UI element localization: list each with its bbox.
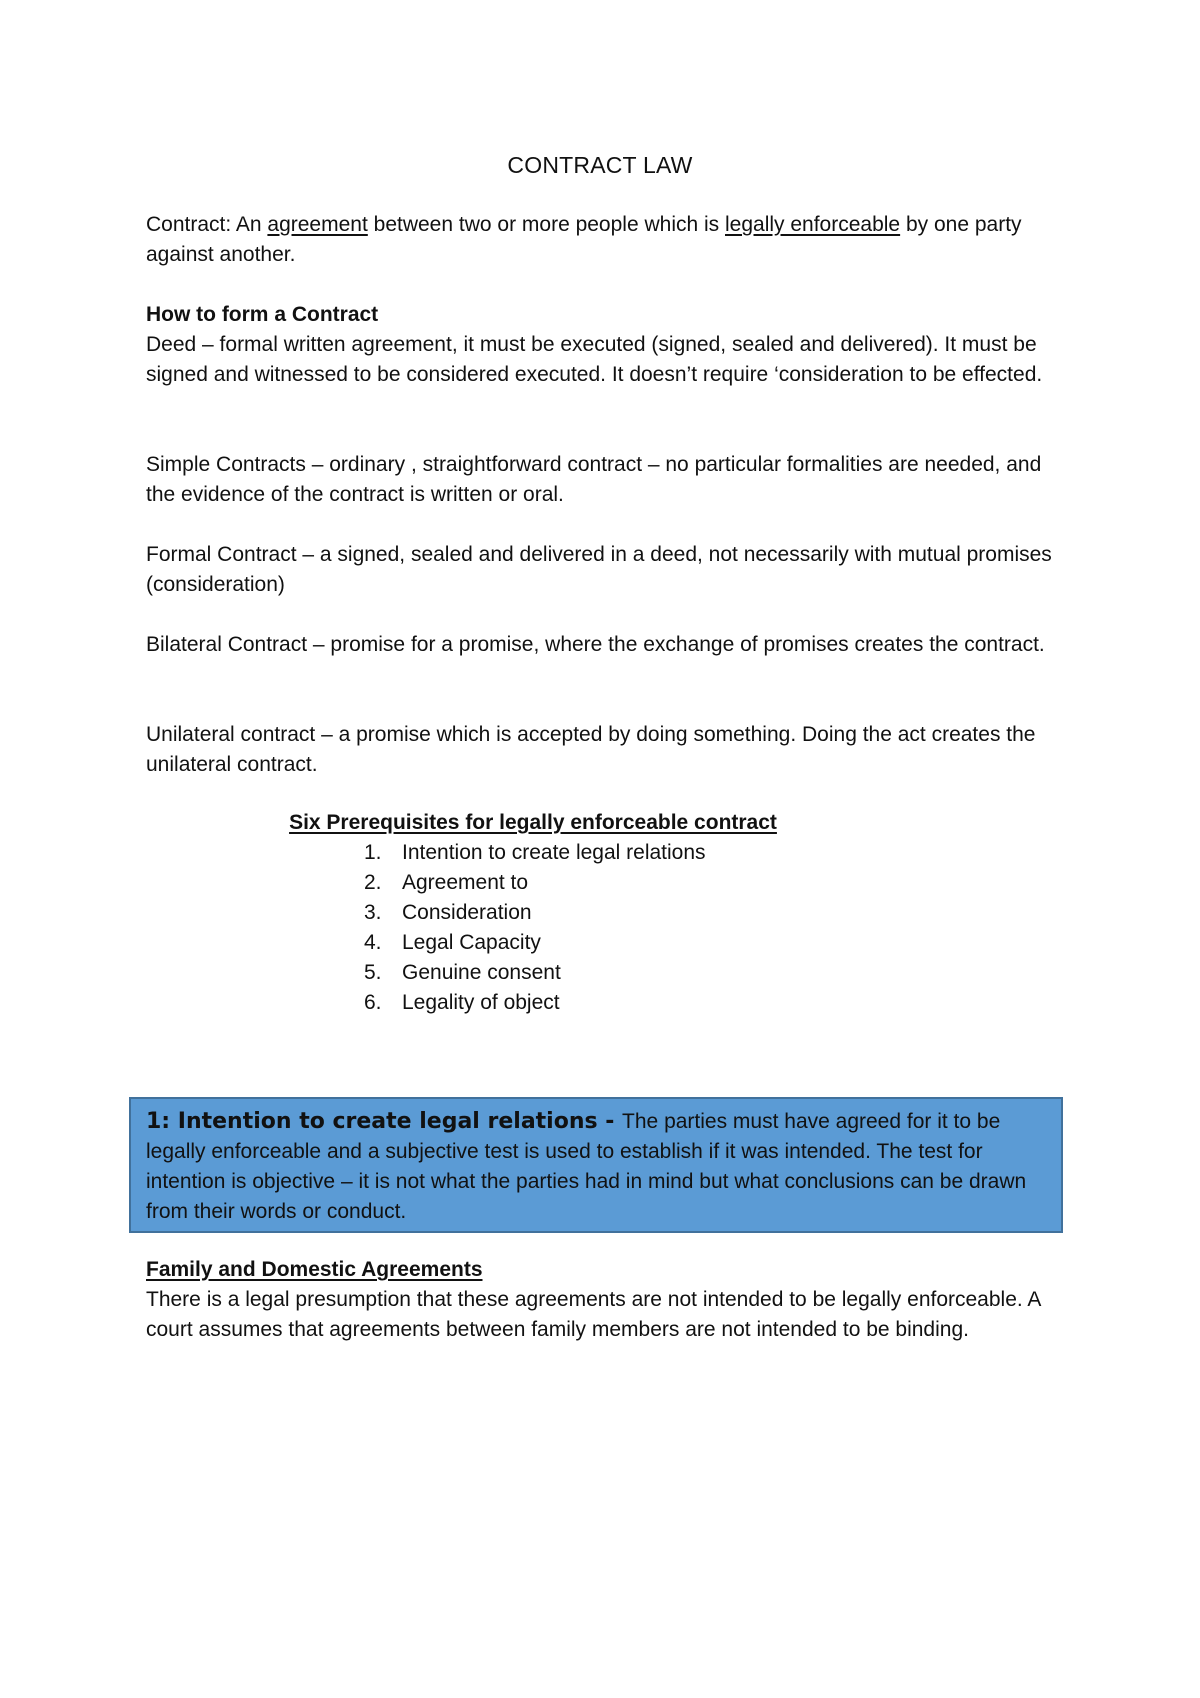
callout-lead: 1: Intention to create legal relations - [146, 1109, 623, 1134]
list-item [364, 898, 706, 928]
formal-contract-paragraph: Formal Contract – a signed, sealed and delivered in a deed, not necessarily with mutual promises (consideration) [146, 543, 1052, 596]
list-item-number: 5. [364, 961, 382, 984]
list-item [364, 988, 706, 1018]
bilateral-contract-paragraph: Bilateral Contract – promise for a promise, where the exchange of promises creates the contract. [146, 633, 1045, 656]
list-item [364, 838, 706, 868]
list-item-text: Intention to create legal relations [402, 841, 706, 864]
list-item-text: Agreement to [402, 871, 529, 894]
list-item-number: 3. [364, 901, 382, 924]
list-item-text: Legal Capacity [402, 931, 541, 954]
simple-contracts-paragraph: Simple Contracts – ordinary , straightforward contract – no particular formalities are needed, and the evidence of the contract is written or oral. [146, 453, 1042, 506]
callout-body: The parties must have agreed for it to be legally enforceable and a subjective test is used to establish if it was intended. The test for intention is objective – it is not what the parties had in mind but what conclusions can be drawn from their words or conduct. [146, 1110, 1027, 1223]
list-item [364, 958, 706, 988]
prerequisites-heading [0, 808, 1066, 838]
deed-paragraph: Deed – formal written agreement, it must be executed (signed, sealed and delivered). It must be signed and witnessed to be considered executed. It doesn’t require ‘consideration to be effected. [146, 333, 1043, 386]
list-item-text: Genuine consent [402, 961, 561, 984]
definition-term-legally-enforceable: legally enforceable [725, 213, 901, 236]
prerequisites-list [364, 838, 706, 1018]
list-item-number: 6. [364, 991, 382, 1014]
contract-definition [146, 210, 1066, 270]
family-agreements-heading: Family and Domestic Agreements [146, 1258, 483, 1281]
formation-heading: How to form a Contract [146, 303, 379, 326]
family-agreements-paragraph: There is a legal presumption that these agreements are not intended to be legally enforceable. A court assumes that agreements between family members are not intended to be binding. [146, 1288, 1041, 1341]
unilateral-contract-paragraph: Unilateral contract – a promise which is accepted by doing something. Doing the act creates the unilateral contract. [146, 723, 1036, 776]
list-item-number: 1. [364, 841, 382, 864]
list-item-number: 4. [364, 931, 382, 954]
list-item-number: 2. [364, 871, 382, 894]
definition-prefix: Contract: An [146, 213, 268, 236]
list-item [364, 928, 706, 958]
prerequisites-heading-text: Six Prerequisites for legally enforceable contract [289, 811, 777, 834]
definition-suffix: by one party against another. [146, 213, 1022, 266]
definition-middle: between two or more people which is [367, 213, 725, 236]
list-item [364, 868, 706, 898]
definition-term-agreement: agreement [267, 213, 368, 236]
list-item-text: Consideration [402, 901, 532, 924]
intention-callout-box [129, 1097, 1063, 1233]
list-item-text: Legality of object [402, 991, 560, 1014]
document-title: CONTRACT LAW [507, 152, 693, 178]
